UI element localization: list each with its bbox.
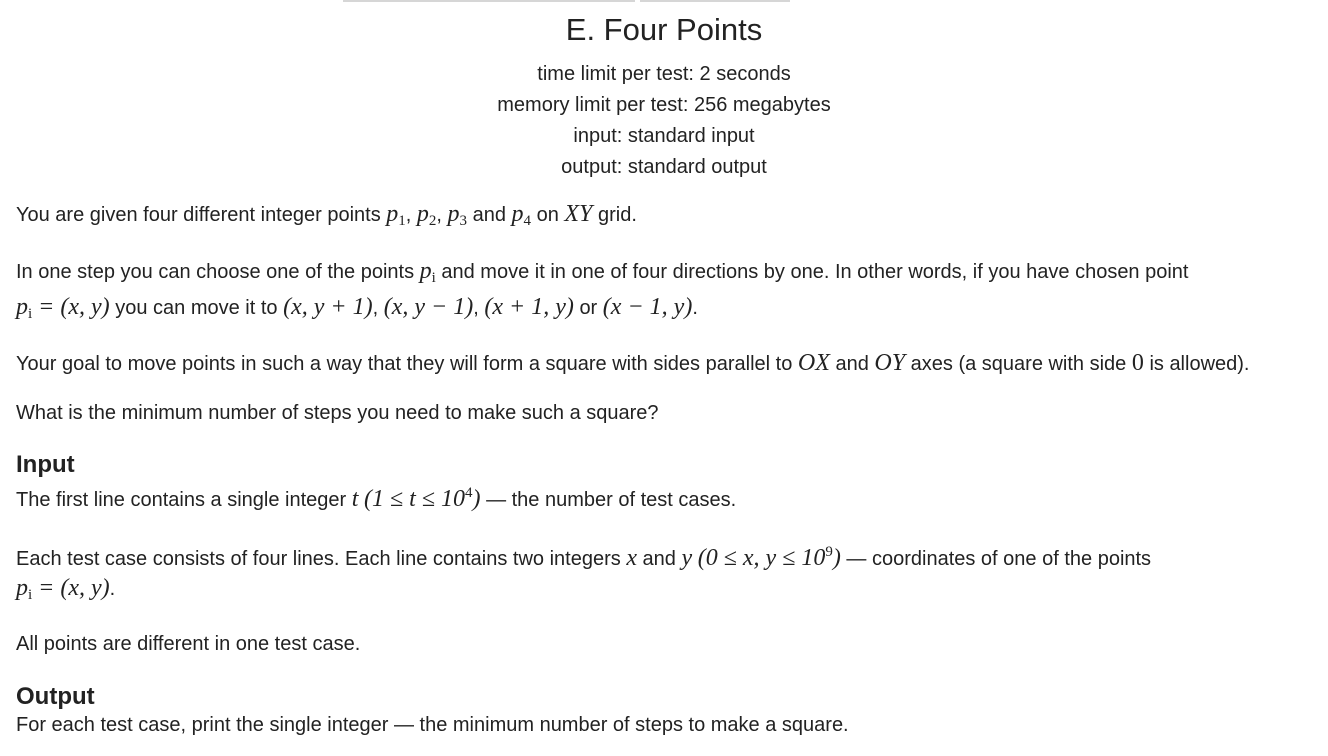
input-file: input: standard input <box>573 125 755 147</box>
math-expression: (0 ≤ x, $y \le 10^9$) <box>697 544 841 571</box>
math-expression: $p_i = (x$, y) <box>16 294 110 322</box>
math-expression: $p_3$ <box>447 201 468 229</box>
math-expression: OX <box>797 350 830 376</box>
math-expression: (x + 1, y) <box>484 294 574 320</box>
output-heading: Output <box>16 683 95 710</box>
math-expression: t <box>351 486 359 512</box>
problem-statement <box>16 200 1306 740</box>
problem-limits <box>0 59 1328 183</box>
math-expression: XY <box>564 201 593 227</box>
problem-title: E. Four Points <box>565 12 763 47</box>
statement-paragraph: Your goal to move points in such a way that they will form a square with sides parallel to OX and OY axes (a square with side 0 is allowed). <box>16 350 1250 376</box>
output-file: output: standard output <box>561 156 767 178</box>
math-expression: y <box>681 545 693 571</box>
math-expression: 0 <box>1131 350 1144 376</box>
math-expression: (x, y − 1) <box>383 294 474 320</box>
math-expression: $p_i$ <box>419 258 436 286</box>
math-expression: x <box>626 545 637 571</box>
math-expression: OY <box>874 350 906 376</box>
statement-paragraph: In one step you can choose one of the points $p_i$ and move it in one of four directions by one. In other words, if you have chosen point $p_i = (x$, y) you can move it to (x, y + 1), (x, y − 1), (x + 1, y) or (x − 1, y). <box>16 258 1189 322</box>
input-heading: Input <box>16 451 75 478</box>
math-expression: $(1 \le t \le 10^4)$ <box>363 485 481 512</box>
input-paragraph: The first line contains a single integer t $(1 \le t \le 10^4)$ — the number of test cases. <box>16 485 737 512</box>
tab-indicator <box>343 0 635 2</box>
math-expression: $p_1$ <box>386 201 406 229</box>
statement-paragraph: What is the minimum number of steps you need to make such a square? <box>16 402 659 424</box>
math-expression: $p_2$ <box>416 201 437 229</box>
math-expression: $p_i = (x$, y) <box>16 575 110 603</box>
math-expression: (x − 1, y) <box>602 294 693 320</box>
memory-limit: memory limit per test: 256 megabytes <box>497 94 831 116</box>
statement-paragraph: You are given four different integer points $p_1$, $p_2$, $p_3$ and $p_4$ on XY grid. <box>16 201 637 229</box>
tab-indicator <box>640 0 790 2</box>
input-paragraph: Each test case consists of four lines. Each line contains two integers x and y (0 ≤ x, $y \le 10^9$) — coordinates of one of the points $p_i = (x$, y). <box>16 544 1152 603</box>
math-expression: $p_4$ <box>511 201 532 229</box>
output-paragraph: For each test case, print the single integer — the minimum number of steps to make a square. <box>16 714 849 736</box>
math-expression: (x, y + 1) <box>283 294 373 320</box>
problem-header <box>0 10 1328 183</box>
input-paragraph: All points are different in one test case. <box>16 633 361 655</box>
time-limit: time limit per test: 2 seconds <box>537 63 791 85</box>
